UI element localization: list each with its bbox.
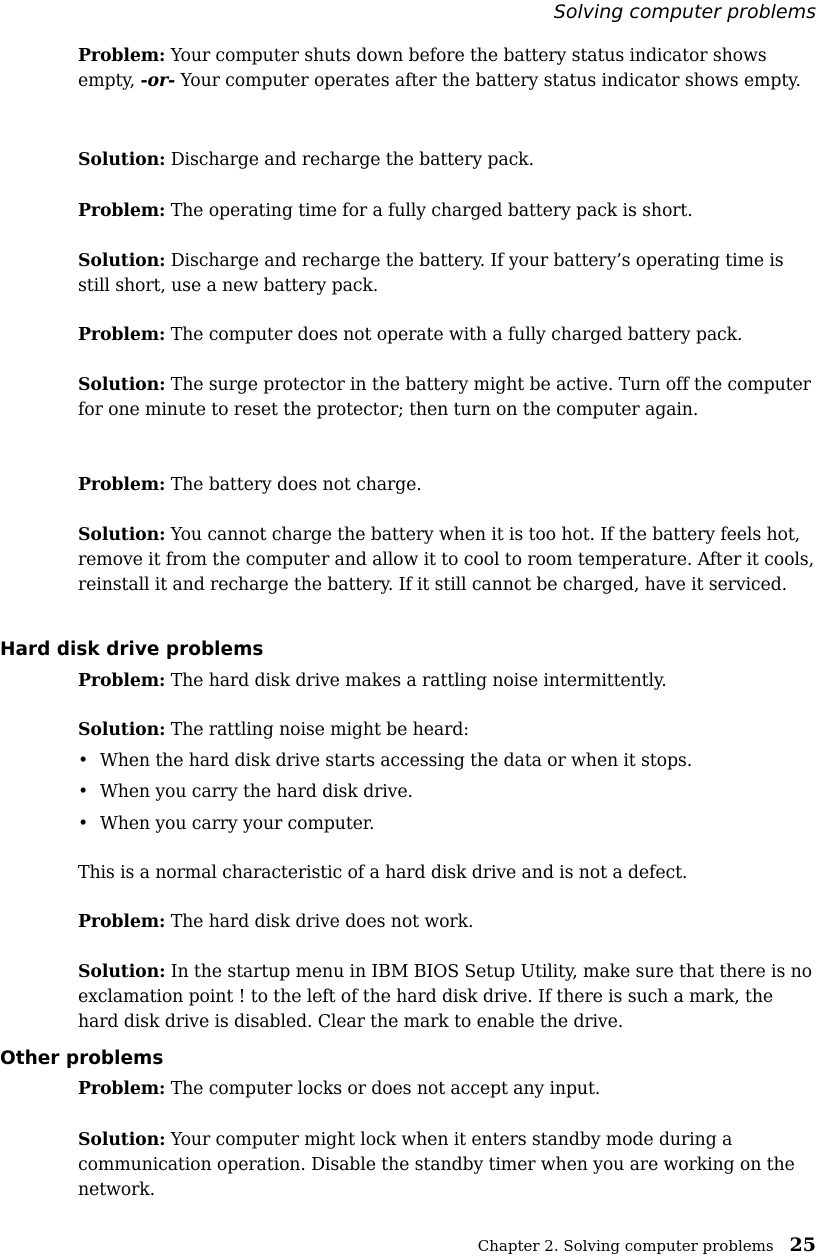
section-heading-hdd: Hard disk drive problems bbox=[0, 639, 264, 660]
problem-text: The computer does not operate with a fully charged battery pack. bbox=[170, 325, 743, 345]
bullet-icon: • bbox=[78, 751, 89, 771]
list-item bbox=[78, 780, 818, 805]
battery-problem-2 bbox=[78, 199, 818, 224]
solution-text: Discharge and recharge the battery pack. bbox=[170, 150, 534, 170]
battery-solution-4 bbox=[78, 523, 818, 598]
solution-label: Solution: bbox=[78, 1130, 166, 1150]
solution-label: Solution: bbox=[78, 962, 166, 982]
other-problem-1 bbox=[78, 1077, 818, 1102]
page-number: 25 bbox=[789, 1234, 816, 1256]
section-heading-other: Other problems bbox=[0, 1048, 164, 1069]
problem-label: Problem: bbox=[78, 325, 166, 345]
battery-solution-2 bbox=[78, 249, 818, 299]
problem-text: The computer locks or does not accept any input. bbox=[170, 1079, 601, 1099]
battery-problem-1 bbox=[78, 44, 818, 94]
hdd-solution-1 bbox=[78, 718, 818, 743]
problem-label: Problem: bbox=[78, 1079, 166, 1099]
solution-label: Solution: bbox=[78, 150, 166, 170]
problem-label: Problem: bbox=[78, 201, 166, 221]
solution-label: Solution: bbox=[78, 525, 166, 545]
running-head: Solving computer problems bbox=[553, 1, 816, 23]
other-solution-1 bbox=[78, 1128, 818, 1203]
solution-text: Discharge and recharge the battery. If your battery’s operating time is still short, use a new battery pack. bbox=[78, 251, 784, 296]
solution-text: The rattling noise might be heard: bbox=[170, 720, 469, 740]
page-footer bbox=[478, 1233, 816, 1258]
problem-label: Problem: bbox=[78, 475, 166, 495]
solution-label: Solution: bbox=[78, 251, 166, 271]
battery-solution-3 bbox=[78, 373, 818, 423]
problem-text: Your computer shuts down before the battery status indicator shows empty, bbox=[78, 46, 767, 91]
hdd-note: This is a normal characteristic of a hard disk drive and is not a defect. bbox=[78, 863, 688, 883]
solution-text: You cannot charge the battery when it is too hot. If the battery feels hot, remove it from the computer and allow it to cool to room temperature. After it cools, reinstall it and recharge the battery. If it still cannot be charged, have it serviced. bbox=[78, 525, 814, 595]
problem-label: Problem: bbox=[78, 671, 166, 691]
solution-text: The surge protector in the battery might be active. Turn off the computer for one minute to reset the protector; then turn on the computer again. bbox=[78, 375, 811, 420]
problem-text: The operating time for a fully charged battery pack is short. bbox=[170, 201, 693, 221]
solution-label: Solution: bbox=[78, 720, 166, 740]
problem-label: Problem: bbox=[78, 46, 166, 66]
problem-text: The hard disk drive does not work. bbox=[170, 912, 474, 932]
list-item-text: When you carry your computer. bbox=[100, 814, 375, 834]
list-item-text: When you carry the hard disk drive. bbox=[100, 782, 413, 802]
problem-text: The hard disk drive makes a rattling noise intermittently. bbox=[170, 671, 667, 691]
battery-problem-4 bbox=[78, 473, 818, 498]
hdd-problem-1 bbox=[78, 669, 818, 694]
footer-chapter: Chapter 2. Solving computer problems bbox=[477, 1237, 774, 1255]
solution-label: Solution: bbox=[78, 375, 166, 395]
problem-text: The battery does not charge. bbox=[170, 475, 422, 495]
list-item-text: When the hard disk drive starts accessing the data or when it stops. bbox=[100, 751, 693, 771]
problem-text: Your computer operates after the battery status indicator shows empty. bbox=[180, 71, 801, 91]
hdd-problem-2 bbox=[78, 910, 818, 935]
list-item bbox=[78, 812, 818, 837]
bullet-icon: • bbox=[78, 814, 89, 834]
hdd-solution-2 bbox=[78, 960, 818, 1035]
or-label: -or- bbox=[140, 71, 176, 91]
solution-text: Your computer might lock when it enters standby mode during a communication operation. Disable the standby timer when you are working on the network. bbox=[78, 1130, 795, 1200]
battery-problem-3 bbox=[78, 323, 818, 348]
battery-solution-1 bbox=[78, 148, 818, 173]
solution-text: In the startup menu in IBM BIOS Setup Utility, make sure that there is no exclamation point ! to the left of the hard disk drive. If there is such a mark, the hard disk drive is disabled. Clear the mark to enable the drive. bbox=[78, 962, 812, 1032]
bullet-icon: • bbox=[78, 782, 89, 802]
list-item bbox=[78, 749, 818, 774]
problem-label: Problem: bbox=[78, 912, 166, 932]
